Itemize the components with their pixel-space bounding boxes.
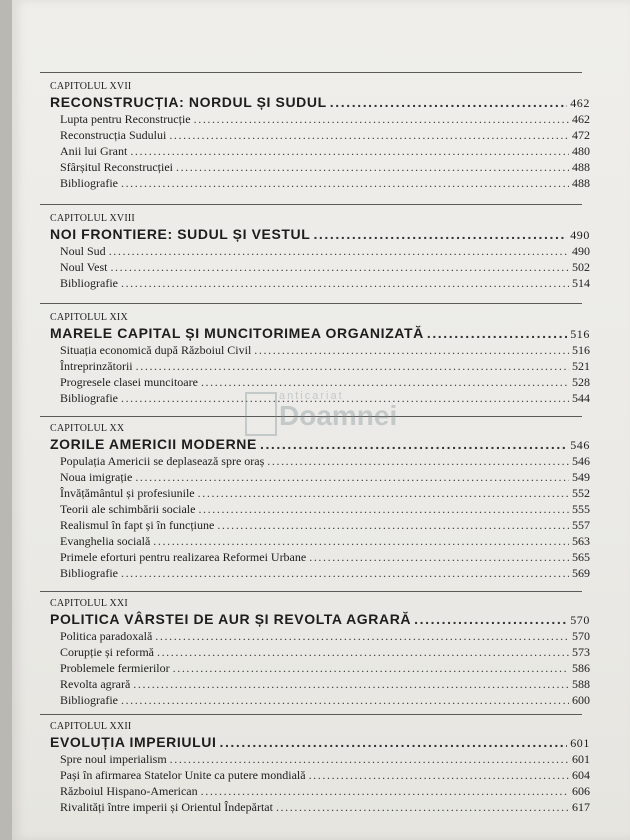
chapter-divider — [40, 204, 582, 205]
dot-leader — [176, 159, 569, 175]
chapter-page: 462 — [570, 96, 590, 110]
entry-text: Primele eforturi pentru realizarea Reformei Urbane — [60, 550, 307, 564]
chapter-divider — [40, 72, 582, 73]
toc-entry — [50, 533, 590, 549]
entry-text: Pași în afirmarea Statelor Unite ca putere mondială — [60, 768, 306, 782]
watermark-small-text: anticariat — [279, 390, 344, 402]
entry-page: 521 — [572, 359, 590, 373]
toc-entry — [50, 783, 590, 799]
entry-page: 573 — [572, 645, 590, 659]
entry-text: Corupție și reformă — [60, 645, 154, 659]
entry-text: Bibliografie — [60, 566, 118, 580]
chapter-page: 516 — [570, 327, 590, 341]
dot-leader — [309, 767, 569, 783]
chapter-label: CAPITOLUL XVII — [50, 81, 132, 92]
dot-leader — [254, 342, 569, 358]
toc-entry — [50, 628, 590, 644]
entry-text: Evanghelia socială — [60, 534, 151, 548]
toc-entry — [50, 259, 590, 275]
toc-entry — [50, 549, 590, 565]
entry-text: Spre noul imperialism — [60, 752, 167, 766]
toc-entry — [50, 275, 590, 291]
entry-text: Învățământul și profesiunile — [60, 486, 195, 500]
entry-text: Întreprinzătorii — [60, 359, 133, 373]
dot-leader — [155, 628, 569, 644]
dot-leader — [276, 799, 569, 815]
entry-text: Războiul Hispano-American — [60, 784, 198, 798]
entry-page: 600 — [572, 693, 590, 707]
chapter-title-row — [50, 225, 590, 243]
book-page — [12, 0, 630, 840]
entry-text: Bibliografie — [60, 693, 118, 707]
dot-leader — [136, 358, 569, 374]
entry-page: 557 — [572, 518, 590, 532]
chapter-divider — [40, 303, 582, 304]
dot-leader — [121, 692, 569, 708]
entry-page: 488 — [572, 160, 590, 174]
chapter-title-row — [50, 610, 590, 628]
chapter-xxi — [50, 597, 590, 708]
dot-leader — [169, 127, 569, 143]
dot-leader — [427, 324, 567, 342]
entry-page: 514 — [572, 276, 590, 290]
chapter-title-row — [50, 435, 590, 453]
entry-text: Noua imigrație — [60, 470, 133, 484]
chapter-xix — [50, 311, 590, 406]
entry-page: 604 — [572, 768, 590, 782]
dot-leader — [217, 517, 569, 533]
toc-entry — [50, 390, 590, 406]
entry-page: 516 — [572, 343, 590, 357]
dot-leader — [201, 783, 569, 799]
chapter-label: CAPITOLUL XIX — [50, 312, 128, 323]
chapter-xviii — [50, 212, 590, 291]
chapter-label: CAPITOLUL XVIII — [50, 213, 135, 224]
entry-text: Bibliografie — [60, 176, 118, 190]
entry-page: 570 — [572, 629, 590, 643]
entry-page: 569 — [572, 566, 590, 580]
dot-leader — [109, 243, 569, 259]
chapter-label: CAPITOLUL XXII — [50, 721, 132, 732]
toc-entry — [50, 127, 590, 143]
dot-leader — [260, 435, 567, 453]
entry-text: Noul Sud — [60, 244, 106, 258]
toc-entry — [50, 453, 590, 469]
entry-page: 528 — [572, 375, 590, 389]
entry-page: 544 — [572, 391, 590, 405]
dot-leader — [194, 111, 569, 127]
entry-page: 480 — [572, 144, 590, 158]
chapter-xx — [50, 422, 590, 581]
entry-text: Lupta pentru Reconstrucție — [60, 112, 191, 126]
entry-page: 606 — [572, 784, 590, 798]
toc-entry — [50, 469, 590, 485]
entry-page: 586 — [572, 661, 590, 675]
chapter-title-row — [50, 324, 590, 342]
entry-page: 555 — [572, 502, 590, 516]
chapter-title-row — [50, 93, 590, 111]
chapter-label: CAPITOLUL XX — [50, 423, 125, 434]
dot-leader — [153, 533, 569, 549]
toc-entry — [50, 175, 590, 191]
chapter-xvii — [50, 80, 590, 191]
chapter-page: 601 — [570, 736, 590, 750]
toc-entry — [50, 243, 590, 259]
toc-entry — [50, 767, 590, 783]
toc-entry — [50, 751, 590, 767]
chapter-title: ZORILE AMERICII MODERNE — [50, 436, 257, 452]
dot-leader — [173, 660, 569, 676]
toc-entry — [50, 692, 590, 708]
chapter-divider — [40, 714, 582, 715]
chapter-title: EVOLUȚIA IMPERIULUI — [50, 734, 217, 750]
chapter-xxii — [50, 720, 590, 815]
toc-entry — [50, 660, 590, 676]
dot-leader — [135, 469, 569, 485]
dot-leader — [198, 485, 569, 501]
toc-entry — [50, 358, 590, 374]
entry-text: Realismul în fapt și în funcțiune — [60, 518, 215, 532]
entry-text: Reconstrucția Sudului — [60, 128, 167, 142]
entry-text: Teorii ale schimbării sociale — [60, 502, 196, 516]
toc-entry — [50, 143, 590, 159]
entry-text: Progresele clasei muncitoare — [60, 375, 198, 389]
entry-text: Bibliografie — [60, 276, 118, 290]
chapter-page: 490 — [570, 228, 590, 242]
chapter-page: 570 — [570, 613, 590, 627]
toc-entry — [50, 111, 590, 127]
dot-leader — [130, 143, 569, 159]
dot-leader — [330, 93, 567, 111]
entry-text: Noul Vest — [60, 260, 108, 274]
dot-leader — [110, 259, 569, 275]
entry-text: Problemele fermierilor — [60, 661, 170, 675]
entry-text: Revolta agrară — [60, 677, 131, 691]
dot-leader — [267, 453, 569, 469]
entry-text: Situația economică după Războiul Civil — [60, 343, 252, 357]
toc-entry — [50, 517, 590, 533]
entry-page: 490 — [572, 244, 590, 258]
chapter-title: NOI FRONTIERE: SUDUL ȘI VESTUL — [50, 226, 311, 242]
chapter-divider — [40, 416, 582, 417]
entry-page: 617 — [572, 800, 590, 814]
entry-page: 472 — [572, 128, 590, 142]
dot-leader — [133, 676, 569, 692]
entry-page: 502 — [572, 260, 590, 274]
toc-entry — [50, 565, 590, 581]
toc-entry — [50, 644, 590, 660]
dot-leader — [121, 390, 569, 406]
chapter-page: 546 — [570, 438, 590, 452]
toc-entry — [50, 342, 590, 358]
chapter-title: RECONSTRUCȚIA: NORDUL ȘI SUDUL — [50, 94, 327, 110]
chapter-label: CAPITOLUL XXI — [50, 598, 128, 609]
entry-page: 462 — [572, 112, 590, 126]
dot-leader — [313, 225, 567, 243]
entry-text: Populația Americii se deplasează spre oraș — [60, 454, 265, 468]
entry-page: 565 — [572, 550, 590, 564]
dot-leader — [201, 374, 569, 390]
toc-entry — [50, 676, 590, 692]
entry-text: Rivalități între imperii și Orientul Îndepărtat — [60, 800, 273, 814]
entry-page: 601 — [572, 752, 590, 766]
toc-entry — [50, 501, 590, 517]
toc-entry — [50, 485, 590, 501]
entry-text: Anii lui Grant — [60, 144, 128, 158]
entry-page: 488 — [572, 176, 590, 190]
chapter-title-row — [50, 733, 590, 751]
dot-leader — [414, 610, 567, 628]
entry-text: Bibliografie — [60, 391, 118, 405]
toc-entry — [50, 374, 590, 390]
watermark-big-text: Doamnei — [279, 400, 398, 431]
dot-leader — [121, 275, 569, 291]
dot-leader — [219, 733, 567, 751]
entry-page: 549 — [572, 470, 590, 484]
dot-leader — [198, 501, 569, 517]
chapter-title: MARELE CAPITAL ȘI MUNCITORIMEA ORGANIZATĂ — [50, 325, 424, 341]
dot-leader — [157, 644, 569, 660]
chapter-divider — [40, 591, 582, 592]
dot-leader — [170, 751, 569, 767]
entry-page: 552 — [572, 486, 590, 500]
toc-entry — [50, 799, 590, 815]
entry-text: Sfârșitul Reconstrucției — [60, 160, 173, 174]
entry-page: 563 — [572, 534, 590, 548]
entry-page: 588 — [572, 677, 590, 691]
chapter-title: POLITICA VÂRSTEI DE AUR ȘI REVOLTA AGRARĂ — [50, 611, 412, 627]
entry-text: Politica paradoxală — [60, 629, 153, 643]
toc-entry — [50, 159, 590, 175]
dot-leader — [309, 549, 569, 565]
entry-page: 546 — [572, 454, 590, 468]
dot-leader — [121, 565, 569, 581]
dot-leader — [121, 175, 569, 191]
